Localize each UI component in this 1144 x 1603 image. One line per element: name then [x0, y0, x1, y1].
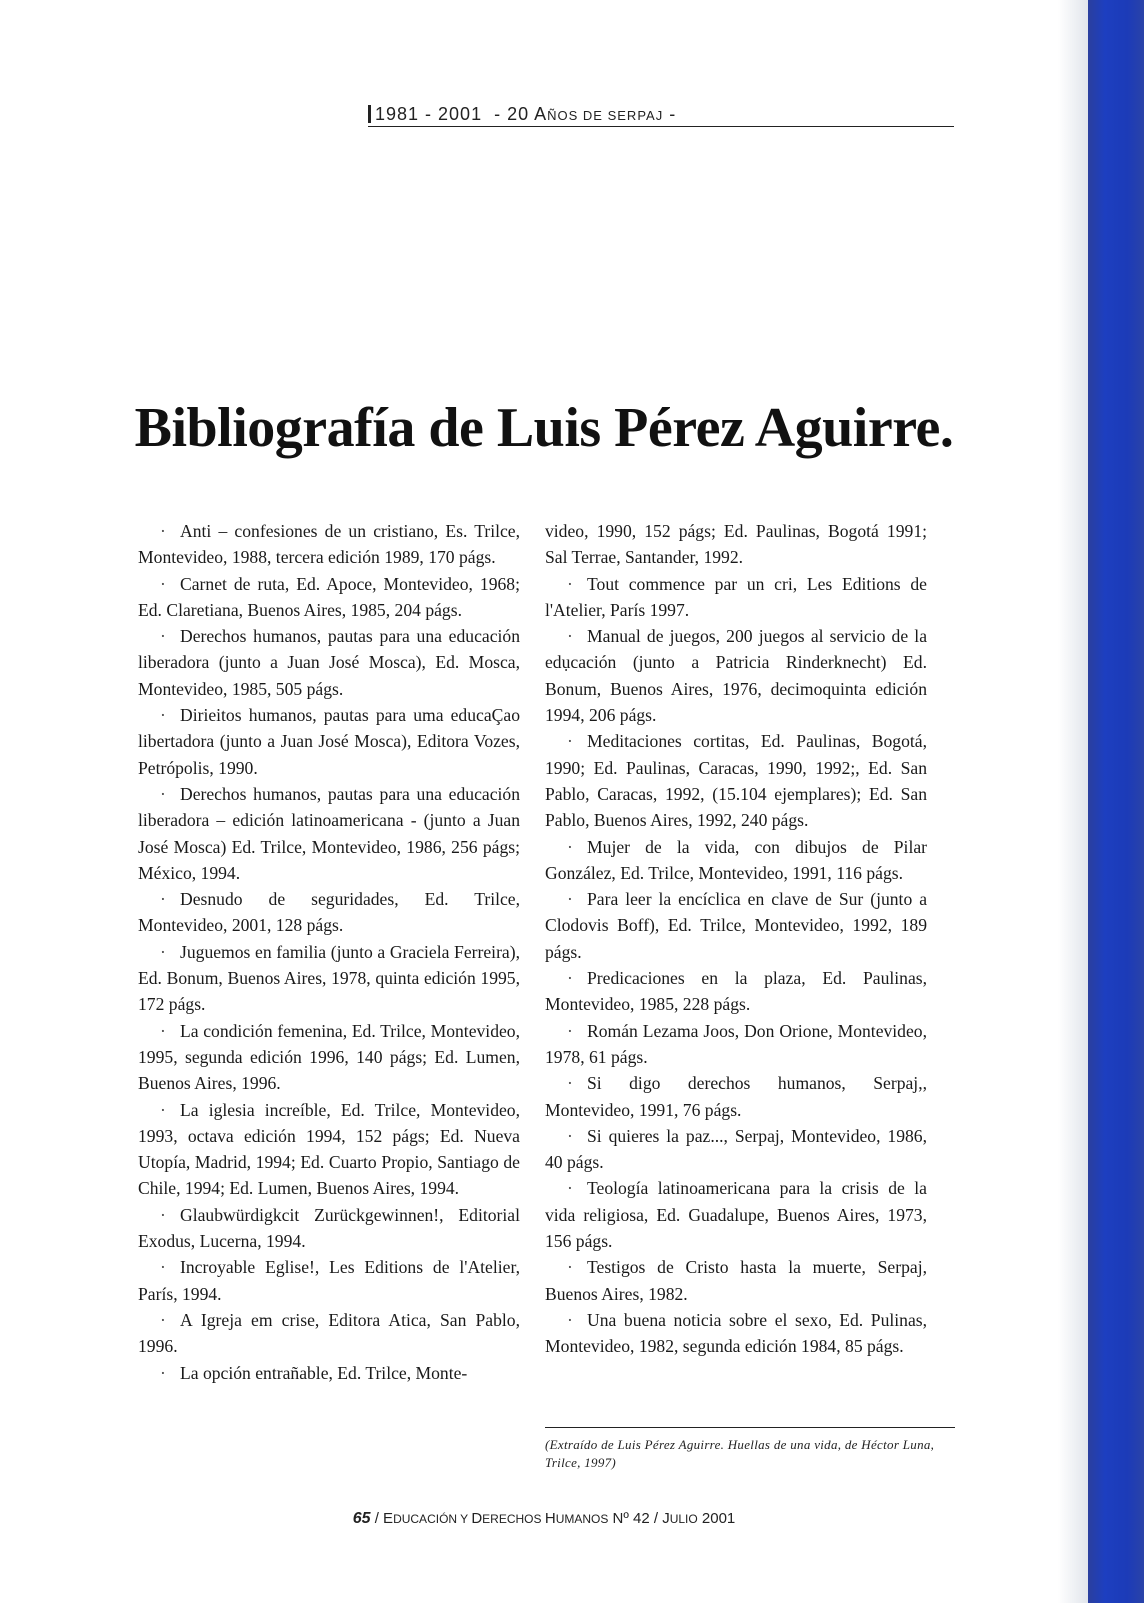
entry-text: Tout commence par un cri, Les Editions de l'Atelier, París 1997.: [545, 573, 927, 620]
entry-text: Una buena noticia sobre el sexo, Ed. Pulinas, Montevideo, 1982, segunda edición 1984, 85 págs.: [545, 1309, 927, 1357]
bullet-icon: ·: [160, 521, 166, 541]
bullet-icon: ·: [567, 836, 573, 857]
bibliography-right-column: [545, 518, 927, 1360]
header-series-smallcaps: ÑOS DE SERPAJ: [547, 108, 664, 123]
entry-text: La iglesia increíble, Ed. Trilce, Montevideo, 1993, octava edición 1994, 152 págs; Ed. Nueva Utopía, Madrid, 1994; Ed. Cuarto Propio, Santiago de Chile, 1994; Ed. Lumen, Buenos Aires, 1994.: [138, 1099, 520, 1199]
entry-text: Incroyable Eglise!, Les Editions de l'Atelier, París, 1994.: [138, 1257, 520, 1304]
bullet-icon: ·: [567, 889, 573, 910]
bibliography-entry: [138, 1360, 520, 1386]
page-fold-shadow: [1058, 0, 1088, 1603]
bibliography-entry: [138, 702, 520, 781]
bibliography-entry: [138, 1202, 520, 1255]
bullet-icon: ·: [160, 1204, 166, 1225]
entry-text: Si digo derechos humanos, Serpaj,, Montevideo, 1991, 76 págs.: [545, 1073, 927, 1120]
bibliography-entry: [138, 623, 520, 702]
bullet-icon: ·: [567, 573, 573, 594]
bullet-icon: ·: [160, 1099, 166, 1120]
entry-text: Si quieres la paz..., Serpaj, Montevideo, 1986, 40 págs.: [545, 1125, 927, 1173]
bullet-icon: ·: [160, 783, 166, 804]
entry-text: Predicaciones en la plaza, Ed. Paulinas, Montevideo, 1985, 228 págs.: [545, 968, 927, 1015]
bullet-icon: ·: [160, 626, 166, 647]
bullet-icon: ·: [160, 889, 166, 910]
entry-text: Para leer la encíclica en clave de Sur (junto a Clodovis Boff), Ed. Trilce, Montevideo, 1992, 189 págs.: [545, 889, 927, 962]
entry-text: Testigos de Cristo hasta la muerte, Serpaj, Buenos Aires, 1982.: [545, 1257, 927, 1304]
bullet-icon: ·: [567, 1073, 573, 1094]
bibliography-entry: [545, 965, 927, 1018]
bibliography-entry: [545, 1175, 927, 1254]
bullet-icon: ·: [160, 1309, 166, 1330]
footer-year: 2001: [697, 1510, 736, 1527]
entry-text: Dirieitos humanos, pautas para uma educaÇao libertadora (junto a Juan José Mosca), Editora Vozes, Petrópolis, 1990.: [138, 705, 520, 778]
bullet-icon: ·: [160, 1020, 166, 1041]
bibliography-entry: [545, 1307, 927, 1360]
bullet-icon: ·: [567, 626, 573, 647]
footer-slash: /: [374, 1510, 379, 1527]
bullet-icon: ·: [160, 1362, 166, 1383]
entry-text: Meditaciones cortitas, Ed. Paulinas, Bogotá, 1990; Ed. Paulinas, Caracas, 1990, 1992;, Ed. San Pablo, Caracas, 1992, (15.104 ejemplares); Ed. San Pablo, Buenos Aires, 1992, 240 págs.: [545, 731, 927, 831]
bibliography-entry: [545, 1123, 927, 1176]
bibliography-entry: [545, 571, 927, 624]
bullet-icon: ·: [567, 1020, 573, 1041]
entry-text: Mujer de la vida, con dibujos de Pilar González, Ed. Trilce, Montevideo, 1991, 116 págs.: [545, 836, 927, 883]
bibliography-entry: [138, 571, 520, 624]
entry-text: La condición femenina, Ed. Trilce, Montevideo, 1995, segunda edición 1996, 140 págs; Ed. Lumen, Buenos Aires, 1996.: [138, 1020, 520, 1094]
blue-page-edge: [1088, 0, 1144, 1603]
bibliography-entry: [138, 1307, 520, 1360]
entry-text: Manual de juegos, 200 juegos al servicio de la edụcación (junto a Patricia Rinderknecht) Ed. Bonum, Buenos Aires, 1976, decimoquinta edición 1994, 206 págs.: [545, 626, 927, 726]
bibliography-entry: [545, 1254, 927, 1307]
entry-text: Juguemos en familia (junto a Graciela Ferreira), Ed. Bonum, Buenos Aires, 1978, quinta edición 1995, 172 págs.: [138, 941, 520, 1015]
bibliography-entry: [545, 886, 927, 965]
header-dash: -: [669, 104, 677, 124]
bullet-icon: ·: [567, 731, 573, 752]
entry-text: Carnet de ruta, Ed. Apoce, Montevideo, 1968; Ed. Claretiana, Buenos Aires, 1985, 204 págs.: [138, 573, 520, 620]
bibliography-entry: [138, 886, 520, 939]
footer-month: JULIO: [662, 1510, 698, 1527]
bullet-icon: ·: [567, 1125, 573, 1146]
bibliography-entry: [545, 834, 927, 887]
bullet-icon: ·: [160, 1257, 166, 1278]
bibliography-entry: [545, 623, 927, 728]
source-footnote: (Extraído de Luis Pérez Aguirre. Huellas de una vida, de Héctor Luna, Trilce, 1997): [545, 1427, 955, 1472]
entry-text: Derechos humanos, pautas para una educación liberadora (junto a Juan José Mosca), Ed. Mosca, Montevideo, 1985, 505 págs.: [138, 626, 520, 699]
footer-issue: Nº 42 /: [608, 1510, 663, 1527]
entry-text: Román Lezama Joos, Don Orione, Montevideo, 1978, 61 págs.: [545, 1020, 927, 1067]
bibliography-left-column: [138, 518, 520, 1386]
bibliography-entry: [545, 1018, 927, 1071]
bibliography-entry: [138, 781, 520, 886]
entry-text: Teología latinoamericana para la crisis de la vida religiosa, Ed. Guadalupe, Buenos Aires, 1973, 156 págs.: [545, 1178, 927, 1252]
page-title: Bibliografía de Luis Pérez Aguirre.: [134, 397, 954, 459]
bullet-icon: ·: [160, 941, 166, 962]
header-years: 1981 - 2001: [375, 104, 483, 124]
bullet-icon: ·: [567, 1309, 573, 1330]
bibliography-entry-continuation: video, 1990, 152 págs; Ed. Paulinas, Bogotá 1991; Sal Terrae, Santander, 1992.: [545, 521, 927, 568]
bullet-icon: ·: [160, 705, 166, 726]
entry-text: Desnudo de seguridades, Ed. Trilce, Montevideo, 2001, 128 págs.: [138, 889, 520, 936]
footer-journal: EDUCACIÓN Y DERECHOS HUMANOS: [383, 1510, 609, 1527]
entry-text: Derechos humanos, pautas para una educación liberadora – edición latinoamericana - (junto a Juan José Mosca) Ed. Trilce, Montevideo, 1986, 256 págs; México, 1994.: [138, 783, 520, 883]
bibliography-entry: [138, 518, 520, 571]
bibliography-entry: [545, 1070, 927, 1123]
page-number: 65: [352, 1510, 371, 1527]
bullet-icon: ·: [567, 1257, 573, 1278]
bullet-icon: ·: [567, 968, 573, 989]
page-footer: [0, 1510, 1088, 1528]
header-bar: [368, 105, 371, 123]
running-header: [368, 104, 954, 127]
header-series: - 20 A: [494, 104, 548, 124]
bullet-icon: ·: [567, 1178, 573, 1199]
bibliography-entry: [138, 1097, 520, 1202]
bibliography-entry: [138, 1254, 520, 1307]
bibliography-entry: [545, 728, 927, 833]
bibliography-entry: [138, 1018, 520, 1097]
entry-text: Anti – confesiones de un cristiano, Es. Trilce, Montevideo, 1988, tercera edición 1989, 170 págs.: [138, 521, 520, 568]
entry-text: Glaubwürdigkcit Zurückgewinnen!, Editorial Exodus, Lucerna, 1994.: [138, 1204, 520, 1252]
entry-text: La opción entrañable, Ed. Trilce, Monte-: [180, 1362, 468, 1383]
bullet-icon: ·: [160, 573, 166, 594]
bibliography-entry: [138, 939, 520, 1018]
entry-text: A Igreja em crise, Editora Atica, San Pablo, 1996.: [138, 1309, 520, 1357]
